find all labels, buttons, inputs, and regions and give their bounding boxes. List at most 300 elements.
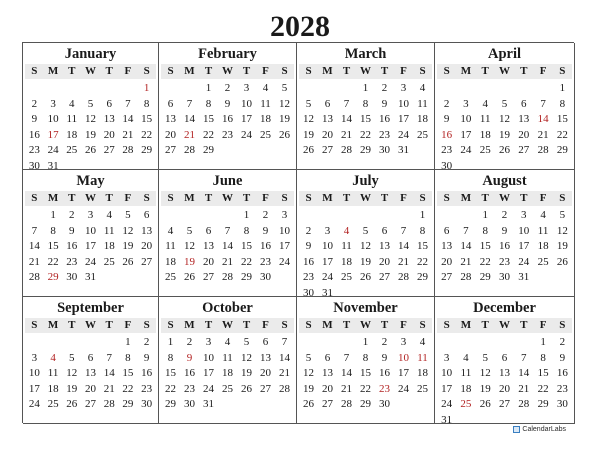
day-number: 20 — [141, 240, 153, 252]
day-number: 9 — [381, 97, 388, 110]
day-number: 4 — [482, 97, 488, 110]
day-number: 7 — [400, 224, 407, 237]
day-number: 23 — [141, 382, 153, 395]
month-january — [23, 43, 159, 170]
day-number: 10 — [84, 224, 96, 237]
day-number: 11 — [260, 97, 271, 110]
empty-cell — [476, 335, 495, 351]
weekday-label: T — [68, 319, 76, 331]
day-number: 20 — [84, 382, 96, 395]
day-number: 21 — [518, 382, 530, 395]
month-name: August — [482, 173, 527, 189]
day-number: 30 — [141, 398, 153, 410]
holiday-date: 17 — [47, 128, 59, 141]
day-number: 24 — [47, 144, 59, 156]
day-number: 17 — [322, 255, 333, 268]
day-number: 1 — [205, 82, 212, 94]
day-number: 20 — [441, 255, 453, 268]
logo-text: CalendarLabs — [522, 426, 566, 433]
day-number: 26 — [241, 382, 252, 395]
weekday-header-row — [25, 64, 156, 79]
empty-cell — [44, 81, 63, 97]
day-number: 7 — [106, 351, 112, 364]
month-november — [297, 297, 435, 424]
day-number: 1 — [362, 82, 369, 94]
day-number: 24 — [398, 128, 409, 141]
empty-cell — [318, 335, 337, 351]
day-number: 9 — [381, 351, 388, 364]
day-number: 5 — [559, 209, 566, 221]
month-april — [435, 43, 575, 170]
day-number: 30 — [498, 271, 510, 283]
day-number: 9 — [31, 113, 38, 125]
day-number: 10 — [322, 240, 333, 252]
weekday-header-row — [161, 64, 294, 79]
day-number: 13 — [322, 113, 333, 125]
day-number: 13 — [84, 367, 96, 379]
day-number: 31 — [398, 144, 409, 156]
day-number: 22 — [360, 128, 371, 141]
day-number: 6 — [106, 97, 112, 110]
day-number: 28 — [122, 144, 134, 156]
day-number: 15 — [360, 113, 371, 125]
day-number: 27 — [322, 144, 333, 156]
day-number: 8 — [205, 97, 212, 110]
day-number: 17 — [84, 240, 96, 252]
day-number: 22 — [556, 128, 568, 141]
day-number: 10 — [28, 367, 40, 379]
day-number: 21 — [222, 255, 233, 268]
day-number: 2 — [31, 97, 38, 110]
empty-cell — [81, 335, 100, 351]
weekday-header-row — [25, 318, 156, 333]
day-number: 27 — [379, 271, 390, 283]
day-number: 7 — [186, 97, 193, 110]
empty-cell — [394, 208, 413, 224]
day-number: 12 — [479, 367, 491, 379]
day-number: 9 — [443, 113, 450, 125]
day-number: 10 — [203, 351, 214, 364]
empty-cell — [375, 208, 394, 224]
day-number: 25 — [47, 398, 59, 410]
day-number: 10 — [279, 224, 290, 237]
day-number: 18 — [222, 367, 233, 379]
day-number: 23 — [379, 128, 390, 141]
weekday-label: M — [47, 319, 59, 331]
weekday-label: W — [498, 192, 510, 204]
day-number: 2 — [143, 336, 150, 348]
weekday-label: F — [262, 319, 269, 331]
day-number: 4 — [106, 209, 112, 221]
day-grid — [299, 335, 432, 413]
month-july — [297, 170, 435, 297]
day-number: 23 — [222, 128, 233, 141]
day-number: 8 — [125, 351, 131, 364]
day-number: 29 — [141, 144, 153, 156]
day-number: 22 — [360, 382, 371, 395]
day-number: 28 — [222, 271, 233, 283]
day-number: 10 — [460, 113, 472, 125]
day-number: 28 — [103, 398, 115, 410]
empty-cell — [337, 208, 356, 224]
day-number: 8 — [362, 351, 369, 364]
holiday-date: 11 — [417, 351, 428, 364]
day-number: 21 — [279, 367, 290, 379]
weekday-header-row — [437, 318, 572, 333]
day-number: 18 — [417, 113, 428, 125]
weekday-label: W — [222, 319, 233, 331]
day-number: 17 — [441, 382, 453, 395]
day-number: 4 — [69, 97, 75, 110]
day-number: 8 — [362, 97, 369, 110]
weekday-label: W — [222, 192, 233, 204]
day-number: 1 — [482, 209, 488, 221]
weekday-label: S — [305, 192, 312, 204]
month-name: December — [473, 300, 536, 316]
empty-cell — [25, 81, 44, 97]
day-number: 19 — [498, 128, 510, 141]
day-number: 15 — [360, 367, 371, 379]
weekday-label: T — [520, 65, 528, 77]
weekday-label: T — [68, 65, 76, 77]
weekday-label: S — [559, 65, 566, 77]
day-number: 20 — [260, 367, 271, 379]
weekday-label: W — [360, 192, 371, 204]
day-number: 16 — [260, 240, 271, 252]
day-number: 2 — [559, 336, 566, 348]
day-number: 11 — [222, 351, 233, 364]
day-number: 30 — [441, 159, 453, 170]
day-grid — [437, 81, 572, 170]
weekday-label: T — [342, 319, 351, 331]
holiday-date: 9 — [186, 351, 193, 364]
day-number: 13 — [441, 240, 453, 252]
day-number: 2 — [262, 209, 269, 221]
weekday-label: T — [380, 319, 389, 331]
empty-cell — [337, 335, 356, 351]
day-number: 7 — [463, 224, 469, 237]
day-number: 12 — [279, 97, 290, 110]
day-number: 27 — [103, 144, 115, 156]
day-number: 3 — [324, 224, 331, 237]
holiday-date: 1 — [143, 82, 150, 94]
weekday-label: M — [460, 65, 472, 77]
day-number: 6 — [262, 336, 269, 348]
day-number: 22 — [47, 255, 59, 268]
day-number: 15 — [556, 113, 568, 125]
weekday-label: T — [105, 192, 113, 204]
day-number: 9 — [559, 351, 566, 364]
weekday-header-row — [437, 191, 572, 206]
day-number: 6 — [167, 97, 174, 110]
day-number: 23 — [184, 382, 195, 395]
empty-cell — [299, 335, 318, 351]
day-number: 3 — [50, 97, 56, 110]
day-number: 17 — [279, 240, 290, 252]
day-number: 3 — [243, 82, 250, 94]
day-number: 20 — [379, 255, 390, 268]
empty-cell — [100, 81, 119, 97]
day-number: 2 — [443, 97, 450, 110]
day-grid — [437, 335, 572, 424]
day-number: 4 — [224, 336, 231, 348]
day-number: 24 — [518, 255, 530, 268]
day-number: 4 — [463, 351, 469, 364]
day-number: 9 — [501, 224, 508, 237]
day-number: 23 — [556, 382, 568, 395]
weekday-label: T — [105, 319, 113, 331]
empty-cell — [356, 208, 375, 224]
weekday-label: F — [539, 65, 547, 77]
weekday-label: S — [143, 192, 150, 204]
day-number: 18 — [66, 128, 78, 141]
day-number: 20 — [322, 382, 333, 395]
empty-cell — [62, 335, 81, 351]
day-number: 27 — [322, 398, 333, 410]
day-number: 24 — [398, 382, 409, 395]
day-number: 28 — [28, 271, 40, 283]
day-number: 17 — [203, 367, 214, 379]
day-number: 7 — [540, 97, 546, 110]
empty-cell — [476, 81, 495, 97]
day-number: 22 — [122, 382, 134, 395]
day-number: 16 — [66, 240, 78, 252]
day-number: 18 — [537, 240, 549, 252]
day-number: 26 — [122, 255, 134, 268]
weekday-label: S — [419, 319, 426, 331]
weekday-label: M — [460, 192, 472, 204]
weekday-label: F — [124, 65, 132, 77]
empty-cell — [199, 208, 218, 224]
day-number: 27 — [441, 271, 453, 283]
day-number: 11 — [479, 113, 491, 125]
day-number: 12 — [303, 367, 314, 379]
day-number: 30 — [184, 398, 195, 410]
empty-cell — [337, 81, 356, 97]
weekday-label: S — [559, 192, 566, 204]
day-number: 27 — [141, 255, 153, 268]
day-number: 5 — [243, 336, 250, 348]
weekday-label: S — [281, 319, 288, 331]
day-number: 13 — [518, 113, 530, 125]
day-number: 19 — [479, 382, 491, 395]
weekday-label: W — [360, 319, 371, 331]
day-number: 27 — [84, 398, 96, 410]
day-number: 26 — [84, 144, 96, 156]
day-number: 26 — [498, 144, 510, 156]
holiday-date: 23 — [379, 382, 390, 395]
day-number: 21 — [103, 382, 115, 395]
day-number: 26 — [360, 271, 371, 283]
weekday-label: W — [498, 65, 510, 77]
month-october — [159, 297, 297, 424]
weekday-label: T — [242, 192, 251, 204]
day-number: 12 — [66, 367, 78, 379]
empty-cell — [218, 208, 237, 224]
day-number: 15 — [537, 367, 549, 379]
day-number: 29 — [203, 144, 214, 156]
day-grid — [161, 208, 294, 286]
day-number: 10 — [398, 97, 409, 110]
day-number: 31 — [322, 286, 333, 297]
day-number: 27 — [260, 382, 271, 395]
day-number: 16 — [141, 367, 153, 379]
day-grid — [25, 335, 156, 413]
weekday-label: S — [31, 192, 38, 204]
day-number: 17 — [241, 113, 252, 125]
day-number: 15 — [122, 367, 134, 379]
holiday-date: 4 — [343, 224, 350, 237]
day-number: 1 — [540, 336, 546, 348]
empty-cell — [456, 81, 475, 97]
day-grid — [161, 335, 294, 413]
year-calendar-grid — [22, 42, 574, 423]
month-name: October — [202, 300, 253, 316]
day-number: 26 — [184, 271, 195, 283]
day-number: 29 — [122, 398, 134, 410]
empty-cell — [81, 81, 100, 97]
empty-cell — [44, 335, 63, 351]
day-number: 19 — [303, 128, 314, 141]
day-number: 25 — [479, 144, 491, 156]
weekday-label: S — [143, 319, 150, 331]
empty-cell — [299, 81, 318, 97]
empty-cell — [437, 81, 456, 97]
day-number: 27 — [518, 144, 530, 156]
day-number: 20 — [165, 128, 176, 141]
day-number: 17 — [28, 382, 40, 395]
day-number: 23 — [498, 255, 510, 268]
day-number: 22 — [479, 255, 491, 268]
empty-cell — [100, 335, 119, 351]
holiday-date: 16 — [441, 128, 453, 141]
day-number: 9 — [305, 240, 312, 252]
day-number: 26 — [303, 398, 314, 410]
day-number: 14 — [398, 240, 409, 252]
day-number: 17 — [518, 240, 530, 252]
day-number: 20 — [103, 128, 115, 141]
day-number: 1 — [167, 336, 174, 348]
weekday-label: T — [481, 192, 489, 204]
day-number: 6 — [501, 351, 508, 364]
weekday-label: M — [184, 65, 195, 77]
day-number: 29 — [360, 144, 371, 156]
day-number: 8 — [482, 224, 488, 237]
day-number: 7 — [125, 97, 131, 110]
day-number: 22 — [537, 382, 549, 395]
holiday-date: 29 — [47, 271, 59, 283]
day-grid — [25, 81, 156, 170]
weekday-label: M — [322, 192, 333, 204]
weekday-label: M — [460, 319, 472, 331]
day-number: 2 — [381, 336, 388, 348]
day-number: 6 — [324, 351, 331, 364]
day-number: 30 — [556, 398, 568, 410]
weekday-label: S — [281, 65, 288, 77]
empty-cell — [437, 335, 456, 351]
day-number: 11 — [537, 224, 549, 237]
holiday-date: 25 — [460, 398, 472, 410]
day-number: 14 — [103, 367, 115, 379]
empty-cell — [318, 208, 337, 224]
day-number: 8 — [50, 224, 56, 237]
weekday-label: T — [204, 65, 213, 77]
day-number: 28 — [398, 271, 409, 283]
day-grid — [437, 208, 572, 286]
month-name: February — [198, 46, 257, 62]
day-number: 30 — [379, 398, 390, 410]
empty-cell — [456, 335, 475, 351]
month-name: March — [344, 46, 387, 62]
day-number: 18 — [47, 382, 59, 395]
weekday-label: S — [305, 319, 312, 331]
day-number: 23 — [66, 255, 78, 268]
day-number: 7 — [343, 351, 350, 364]
day-number: 4 — [419, 82, 426, 94]
day-number: 7 — [31, 224, 38, 237]
weekday-label: T — [105, 65, 113, 77]
day-number: 11 — [165, 240, 176, 252]
empty-cell — [25, 335, 44, 351]
day-number: 11 — [460, 367, 472, 379]
day-number: 21 — [341, 382, 352, 395]
day-number: 19 — [241, 367, 252, 379]
month-march — [297, 43, 435, 170]
day-number: 6 — [521, 97, 527, 110]
day-number: 6 — [205, 224, 212, 237]
weekday-header-row — [299, 191, 432, 206]
weekday-label: T — [380, 192, 389, 204]
day-number: 20 — [498, 382, 510, 395]
empty-cell — [514, 81, 533, 97]
day-number: 2 — [69, 209, 75, 221]
day-grid — [299, 208, 432, 297]
calendar-logo-icon — [513, 426, 520, 433]
day-number: 30 — [379, 144, 390, 156]
day-number: 1 — [125, 336, 131, 348]
day-number: 5 — [501, 97, 508, 110]
day-number: 22 — [165, 382, 176, 395]
weekday-header-row — [161, 318, 294, 333]
weekday-label: M — [47, 65, 59, 77]
day-number: 10 — [241, 97, 252, 110]
weekday-label: W — [84, 319, 96, 331]
weekday-label: T — [242, 65, 251, 77]
empty-cell — [161, 81, 180, 97]
month-name: January — [64, 46, 117, 62]
day-number: 13 — [379, 240, 390, 252]
day-number: 10 — [47, 113, 59, 125]
day-number: 25 — [417, 382, 428, 395]
day-number: 18 — [479, 128, 491, 141]
day-number: 3 — [400, 336, 407, 348]
day-number: 5 — [125, 209, 131, 221]
day-number: 17 — [398, 367, 409, 379]
empty-cell — [180, 208, 199, 224]
weekday-label: T — [342, 192, 351, 204]
day-number: 5 — [362, 224, 369, 237]
day-number: 5 — [305, 351, 312, 364]
month-february — [159, 43, 297, 170]
weekday-label: S — [143, 65, 150, 77]
day-number: 13 — [322, 367, 333, 379]
weekday-label: S — [167, 192, 174, 204]
day-number: 15 — [203, 113, 214, 125]
day-number: 19 — [303, 382, 314, 395]
day-number: 28 — [341, 398, 352, 410]
day-number: 9 — [69, 224, 75, 237]
day-number: 26 — [556, 255, 568, 268]
